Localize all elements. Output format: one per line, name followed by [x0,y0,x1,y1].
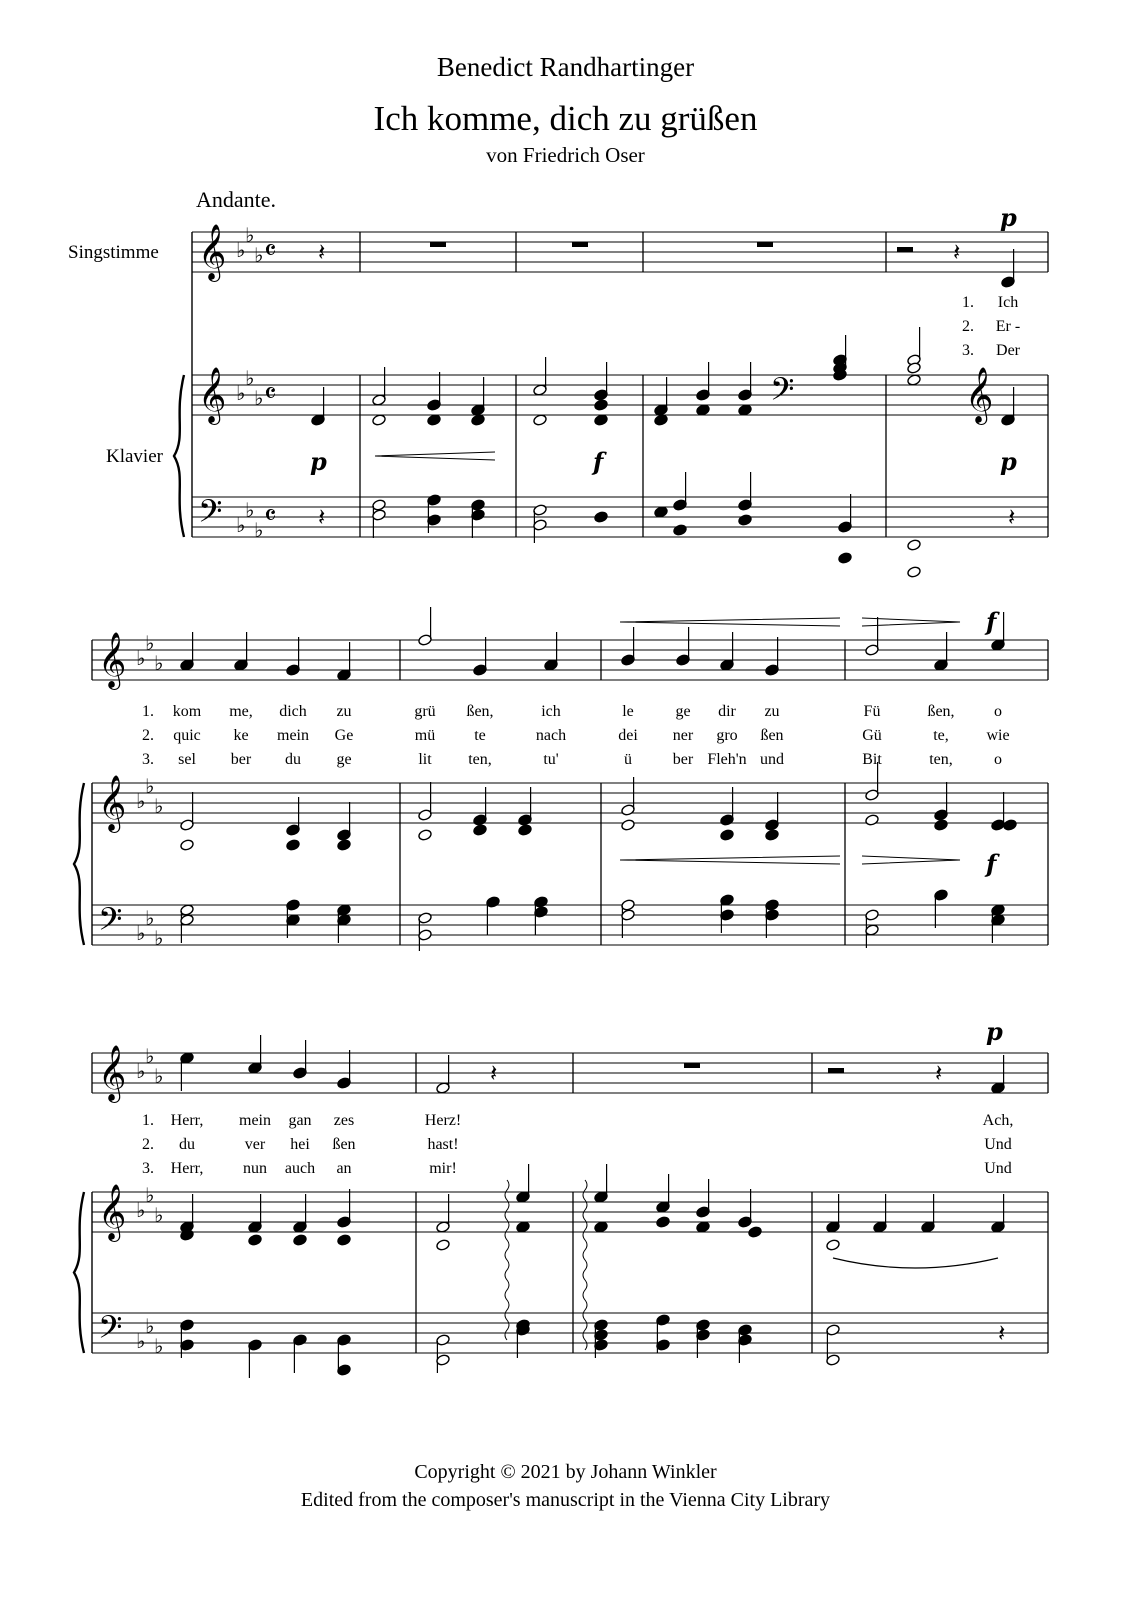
flat-icon: ♭ [154,1203,164,1227]
lyric-syllable: ten, [929,751,953,768]
verse-number: 3. [142,751,154,768]
piece-title: Ich komme, dich zu grüßen [373,99,758,138]
lyric-syllable: ßen, [466,703,494,720]
note-head [838,552,853,565]
lyric-syllable: du [285,751,301,768]
lyric-syllable: dich [279,703,307,720]
bass-clef-icon: 𝄢 [198,493,223,537]
lyric-syllable: wie [986,727,1010,744]
lyric-syllable: Der [996,342,1020,359]
lyric-syllable: Und [984,1160,1012,1177]
flat-icon: ♭ [154,1064,164,1088]
piano-brace [74,1192,84,1353]
lyric-syllable: lit [418,751,432,768]
verse-number: 1. [962,294,974,311]
flat-icon: ♭ [236,513,246,537]
flat-icon: ♭ [136,646,146,670]
lyric-syllable: o [994,751,1002,768]
crescendo-hairpin [620,856,840,864]
flat-icon: ♭ [145,1314,155,1338]
flat-icon: ♭ [136,1198,146,1222]
lyric-syllable: ke [233,727,249,744]
note-head [738,514,753,527]
flat-icon: ♭ [245,223,255,247]
note-head [436,1239,451,1252]
flat-icon: ♭ [254,518,264,542]
note-head [907,374,922,387]
edition-note: Edited from the composer's manuscript in the Vienna City Library [300,1489,831,1511]
common-time-icon: 𝄴 [264,234,277,267]
note-head [748,1226,763,1239]
flat-icon: ♭ [145,774,155,798]
note-head [473,824,488,837]
note-head [594,511,609,524]
note-head [418,829,433,842]
quarter-rest-icon: 𝄽 [1008,503,1016,531]
lyric-syllable: Herz! [424,1112,462,1129]
lyric-syllable: le [622,703,634,720]
flat-icon: ♭ [245,366,255,390]
flat-icon: ♭ [154,651,164,675]
flat-icon: ♭ [145,631,155,655]
note-head [594,1221,609,1234]
lyric-syllable: te [474,727,486,744]
note-head [765,829,780,842]
flat-icon: ♭ [154,1334,164,1358]
dynamic-p: p [1000,203,1017,232]
lyric-syllable: Herr, [170,1160,204,1177]
flat-icon: ♭ [136,921,146,945]
piano-brace [174,375,184,537]
flat-icon: ♭ [236,238,246,262]
lyric-syllable: ich [541,703,561,720]
note-head [180,839,195,852]
treble-clef-icon: 𝄞 [98,1184,127,1240]
dynamic-f: f [986,607,997,636]
note-head [594,399,609,412]
tempo-marking: Andante. [196,187,277,212]
lyric-syllable: ten, [468,751,492,768]
note-head [738,404,753,417]
note-head [907,539,922,552]
lyric-syllable: ge [336,751,352,768]
lyric-syllable: und [760,751,784,768]
lyric-syllable: te, [933,727,949,744]
lyric-syllable: o [994,703,1002,720]
note-head [337,1234,352,1247]
treble-clef-icon: 𝄞 [198,224,227,280]
flat-icon: ♭ [154,926,164,950]
flat-icon: ♭ [136,789,146,813]
lyric-syllable: nach [535,727,567,744]
lyric-syllable: Fü [863,703,881,720]
lyric-syllable: kom [172,703,202,720]
note-head [621,819,636,832]
note-head [516,1221,531,1234]
lyric-syllable: ber [230,751,252,768]
lyric-syllable: mein [277,727,309,744]
lyric-syllable: ver [244,1136,266,1153]
lyric-syllable: Er - [995,318,1021,335]
lyric-syllable: du [179,1136,195,1153]
flat-icon: ♭ [236,381,246,405]
verse-number: 2. [142,1136,154,1153]
bass-clef-icon: 𝄢 [770,371,795,415]
lyric-syllable: me, [229,703,253,720]
whole-rest-icon [684,1063,700,1068]
lyric-syllable: ber [672,751,694,768]
treble-clef-icon: 𝄞 [98,1045,127,1101]
lyric-syllable: mein [239,1112,271,1129]
lyric-syllable: grü [414,703,436,720]
copyright-notice: Copyright © 2021 by Johann Winkler [414,1461,717,1483]
note-head [696,1221,711,1234]
lyric-syllable: Bit [862,751,882,768]
voice-instrument-label: Singstimme [68,242,159,263]
note-head [533,414,548,427]
note-head [656,1216,671,1229]
flat-icon: ♭ [245,498,255,522]
crescendo-hairpin [375,452,495,460]
arpeggio-icon [583,1180,587,1350]
half-rest-icon [897,247,913,252]
lyric-syllable: zu [336,703,352,720]
lyric-syllable: an [336,1160,352,1177]
lyric-syllable: auch [284,1160,316,1177]
note-head [1003,819,1018,832]
note-head [673,524,688,537]
decrescendo-hairpin [862,618,960,626]
lyric-syllable: zes [333,1112,355,1129]
treble-clef-icon: 𝄞 [965,367,994,423]
flat-icon: ♭ [254,386,264,410]
treble-clef-icon: 𝄞 [98,775,127,831]
verse-number: 1. [142,703,154,720]
note-head [907,566,922,579]
lyric-syllable: dir [718,703,736,720]
lyric-syllable: gan [288,1112,312,1129]
quarter-rest-icon: 𝄽 [318,238,326,266]
whole-rest-icon [430,242,446,247]
lyric-syllable: sel [178,751,196,768]
flat-icon: ♭ [136,1059,146,1083]
quarter-rest-icon: 𝄽 [998,1319,1006,1347]
treble-clef-icon: 𝄞 [198,367,227,423]
lyric-syllable: ü [624,751,632,768]
note-head [720,829,735,842]
quarter-rest-icon: 𝄽 [953,238,961,266]
verse-number: 3. [962,342,974,359]
note-head [293,1234,308,1247]
piano-instrument-label: Klavier [106,446,163,467]
lyric-syllable: mir! [429,1160,457,1177]
note-head [594,414,609,427]
note-head [518,824,533,837]
arpeggio-icon [505,1180,509,1340]
dynamic-f: f [593,447,604,476]
common-time-icon: 𝄴 [264,377,277,410]
decrescendo-hairpin [862,856,960,864]
treble-clef-icon: 𝄞 [98,632,127,688]
note-head [865,814,880,827]
note-head [248,1234,263,1247]
lyric-syllable: ge [675,703,691,720]
note-head [826,1239,841,1252]
note-head [372,414,387,427]
lyric-syllable: quic [173,727,201,744]
lyric-syllable: ßen [760,727,784,744]
lyric-syllable: hei [290,1136,310,1153]
lyric-syllable: ßen [332,1136,356,1153]
bass-clef-icon: 𝄢 [98,901,123,945]
verse-number: 2. [962,318,974,335]
quarter-rest-icon: 𝄽 [318,503,326,531]
dynamic-p: p [310,447,327,476]
whole-rest-icon [757,242,773,247]
common-time-icon: 𝄴 [264,499,277,532]
dynamic-p: p [1000,447,1017,476]
note-head [934,819,949,832]
lyric-syllable: Gü [862,727,882,744]
flat-icon: ♭ [145,1183,155,1207]
lyric-syllable: Ach, [982,1112,1014,1129]
quarter-rest-icon: 𝄽 [490,1059,498,1087]
verse-number: 2. [142,727,154,744]
piano-brace [74,783,84,945]
note-head [427,414,442,427]
lyric-syllable: gro [716,727,738,744]
flat-icon: ♭ [145,1044,155,1068]
tie-arc [833,1258,998,1268]
lyric-syllable: tu' [543,751,559,768]
flat-icon: ♭ [154,794,164,818]
lyric-syllable: Und [984,1136,1012,1153]
note-head [654,506,669,519]
lyric-syllable: Ich [997,294,1019,311]
quarter-rest-icon: 𝄽 [935,1059,943,1087]
bass-clef-icon: 𝄢 [98,1309,123,1353]
flat-icon: ♭ [136,1329,146,1353]
lyric-syllable: Herr, [170,1112,204,1129]
dynamic-p: p [986,1017,1003,1046]
lyric-syllable: Fleh'n [707,751,747,768]
verse-number: 1. [142,1112,154,1129]
lyric-syllable: hast! [427,1136,459,1153]
note-head [654,414,669,427]
lyric-syllable: ner [672,727,694,744]
composer-name: Benedict Randhartinger [436,52,695,82]
crescendo-hairpin [620,618,840,626]
verse-number: 3. [142,1160,154,1177]
lyric-syllable: ßen, [927,703,955,720]
lyric-syllable: dei [618,727,638,744]
flat-icon: ♭ [254,243,264,267]
half-rest-icon [828,1068,844,1073]
flat-icon: ♭ [145,906,155,930]
poet-credit: von Friedrich Oser [486,143,645,167]
dynamic-f: f [986,849,997,878]
lyric-syllable: mü [414,727,436,744]
note-head [286,839,301,852]
whole-rest-icon [572,242,588,247]
lyric-syllable: Ge [334,727,354,744]
note-head [337,839,352,852]
note-head [471,414,486,427]
note-head [696,404,711,417]
lyric-syllable: zu [764,703,780,720]
lyric-syllable: nun [243,1160,267,1177]
